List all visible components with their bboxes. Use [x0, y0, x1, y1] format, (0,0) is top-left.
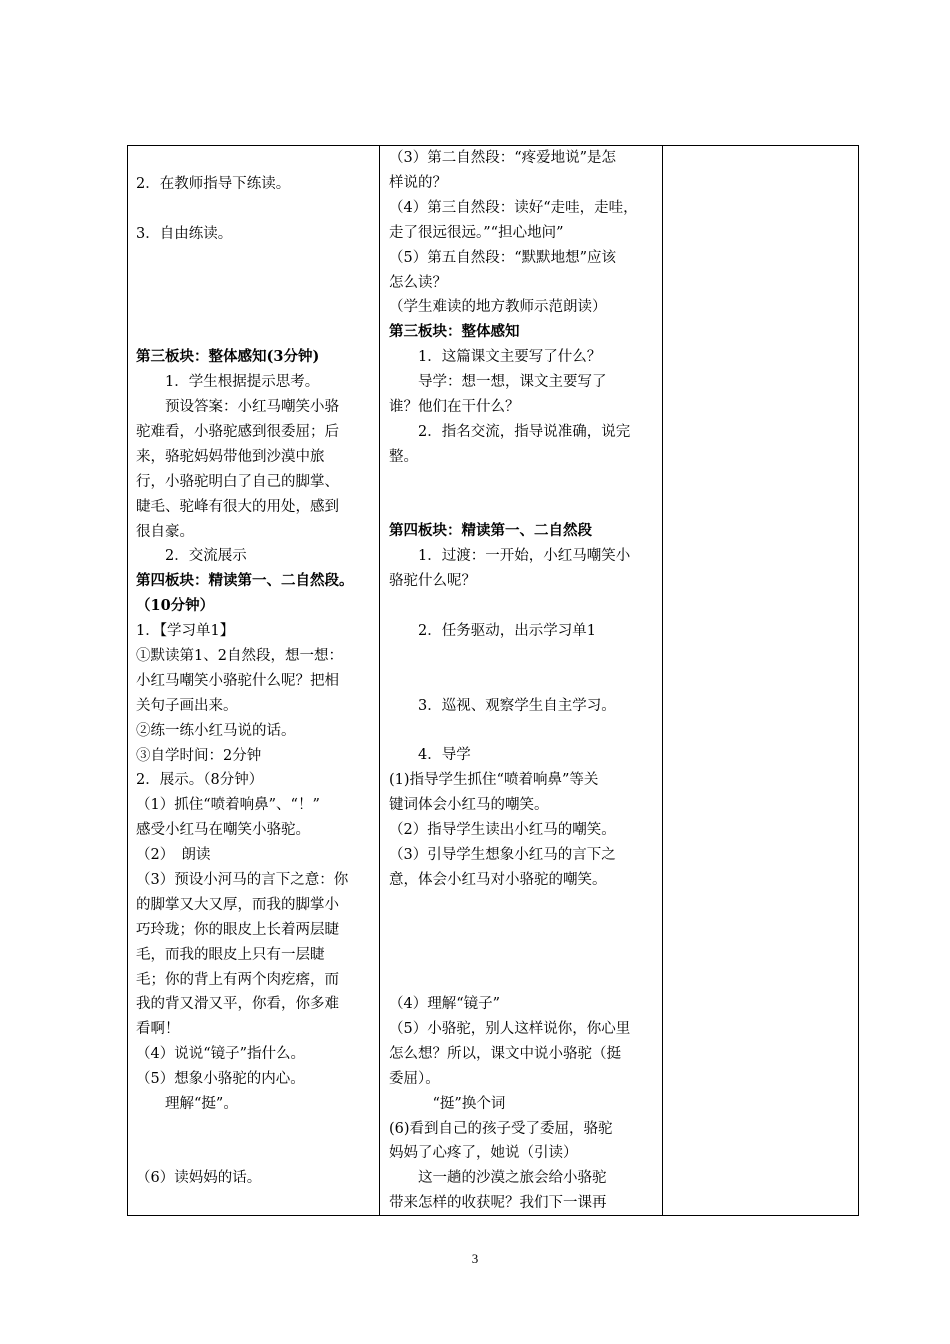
text-line: （3）预设小河马的言下之意：你: [136, 872, 349, 888]
text-line: 感受小红马在嘲笑小骆驼。: [136, 822, 310, 838]
text-line: （2） 朗读: [136, 847, 211, 863]
text-line: （5）第五自然段：“默默地想”应该: [389, 250, 617, 266]
text-line: 睫毛、驼峰有很大的用处，感到: [136, 499, 339, 515]
section-heading: 第四板块：精读第一、二自然段。: [136, 572, 354, 589]
text-line: （5）小骆驼，别人这样说你，你心里: [389, 1021, 631, 1037]
text-line: （3）引导学生想象小红马的言下之: [389, 847, 616, 863]
text-line: 带来怎样的收获呢？我们下一课再: [389, 1195, 607, 1211]
section-heading: 第三板块：整体感知(3分钟): [136, 348, 320, 365]
text-line: 3．自由练读。: [136, 226, 233, 242]
text-line: 4．导学: [389, 747, 471, 763]
text-line: 理解“挺”。: [136, 1096, 238, 1112]
section-heading: 第四板块：精读第一、二自然段: [389, 522, 592, 539]
column-divider: [379, 146, 380, 1215]
text-line: 整。: [389, 449, 418, 465]
text-line: 1．这篇课文主要写了什么？: [389, 349, 602, 365]
text-line: 来，骆驼妈妈带他到沙漠中旅: [136, 449, 325, 465]
text-line: 预设答案：小红马嘲笑小骆: [136, 399, 339, 415]
text-line: （3）第二自然段：“疼爱地说”是怎: [389, 150, 617, 166]
text-line: 怎么读？: [389, 275, 447, 291]
text-line: 这一趟的沙漠之旅会给小骆驼: [389, 1170, 607, 1186]
student-activity-column: [136, 146, 374, 1215]
text-line: 意，体会小红马对小骆驼的嘲笑。: [389, 872, 607, 888]
text-line: 谁？他们在干什么？: [389, 399, 520, 415]
text-line: 毛；你的背上有两个肉疙瘩，而: [136, 972, 339, 988]
text-line: 1．过渡：一开始，小红马嘲笑小: [389, 548, 631, 564]
text-line: （6）读妈妈的话。: [136, 1170, 262, 1186]
text-line: (6)看到自己的孩子受了委屈，骆驼: [389, 1121, 613, 1137]
teacher-activity-column: [389, 146, 657, 1215]
text-line: 骆驼什么呢？: [389, 573, 476, 589]
text-line: 3．巡视、观察学生自主学习。: [389, 698, 616, 714]
text-line: 走了很远很远。”“担心地问”: [389, 225, 564, 241]
text-line: 2．展示。（8分钟）: [136, 772, 264, 788]
text-line: （4）说说“镜子”指什么。: [136, 1046, 306, 1062]
section-heading: （10分钟）: [136, 597, 215, 614]
text-line: 行，小骆驼明白了自己的脚掌、: [136, 474, 339, 490]
text-line: “挺”换个词: [389, 1096, 506, 1112]
text-line: 小红马嘲笑小骆驼什么呢？把相: [136, 673, 339, 689]
text-line: 1．学生根据提示思考。: [136, 374, 320, 390]
text-line: 2．任务驱动，出示学习单1: [389, 623, 596, 639]
text-line: 2．在教师指导下练读。: [136, 176, 291, 192]
text-line: ③自学时间：2分钟: [136, 748, 262, 764]
text-line: 2．交流展示: [136, 548, 247, 564]
text-line: ①默读第1、2自然段，想一想：: [136, 648, 343, 664]
text-line: 2．指名交流，指导说准确，说完: [389, 424, 631, 440]
text-line: （5）想象小骆驼的内心。: [136, 1071, 305, 1087]
column-divider: [662, 146, 663, 1215]
text-line: (1)指导学生抓住“喷着响鼻”等关: [389, 772, 599, 788]
text-line: ②练一练小红马说的话。: [136, 723, 296, 739]
text-line: （4）第三自然段：读好“走哇，走哇，: [389, 200, 638, 216]
text-line: 驼难看，小骆驼感到很委屈；后: [136, 424, 339, 440]
text-line: 巧玲珑；你的眼皮上长着两层睫: [136, 922, 339, 938]
text-line: 关句子画出来。: [136, 698, 238, 714]
text-line: 妈妈了心疼了，她说（引读）: [389, 1145, 578, 1161]
lesson-plan-table: [127, 145, 859, 1216]
text-line: （4）理解“镜子”: [389, 996, 501, 1012]
section-heading: 第三板块：整体感知: [389, 323, 520, 340]
text-line: （2）指导学生读出小红马的嘲笑。: [389, 822, 616, 838]
text-line: 键词体会小红马的嘲笑。: [389, 797, 549, 813]
text-line: （学生难读的地方教师示范朗读）: [389, 299, 607, 315]
page-number: 3: [471, 1251, 479, 1266]
text-line: 毛，而我的眼皮上只有一层睫: [136, 947, 325, 963]
text-line: 的脚掌又大又厚，而我的脚掌小: [136, 897, 339, 913]
notes-column: [668, 146, 854, 1215]
text-line: 看啊！: [136, 1021, 180, 1037]
text-line: 1．【学习单1】: [136, 623, 235, 639]
text-line: 样说的？: [389, 175, 447, 191]
text-line: （1）抓住“喷着响鼻”、“！”: [136, 797, 320, 813]
text-line: 导学：想一想，课文主要写了: [389, 374, 607, 390]
text-line: 委屈）。: [389, 1071, 440, 1087]
text-line: 我的背又滑又平，你看，你多难: [136, 996, 339, 1012]
text-line: 怎么想？所以，课文中说小骆驼（挺: [389, 1046, 621, 1062]
text-line: 很自豪。: [136, 524, 194, 540]
